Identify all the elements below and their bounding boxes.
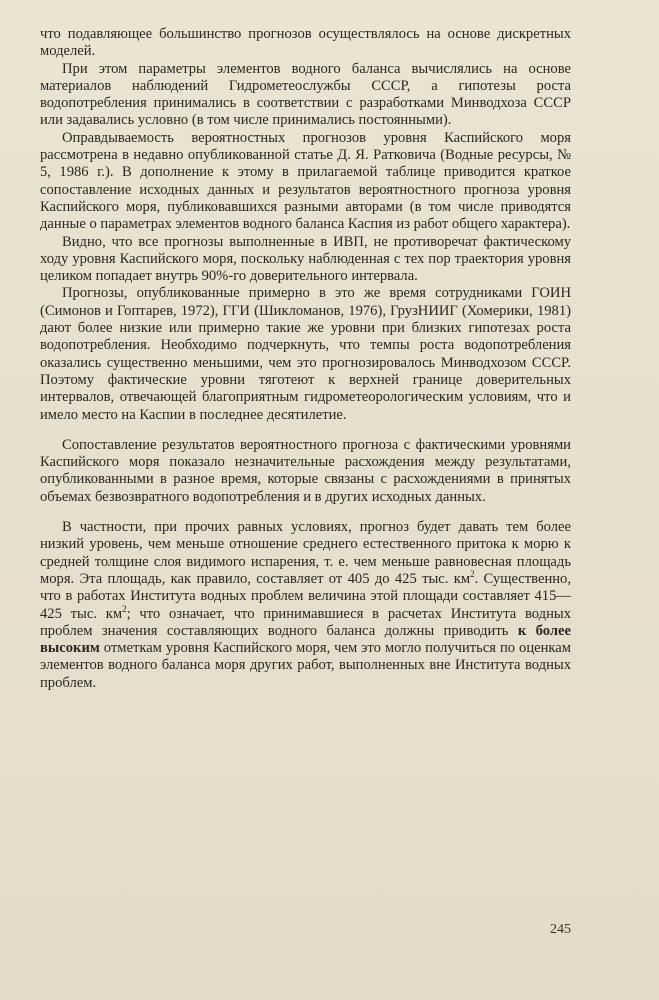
paragraph-3: Оправдываемость вероятностных прогнозов уровня Каспийского моря рассмотрена в недавно опубликованной статье Д. Я. Ратковича (Водные ресурсы, № 5, 1986 г.). В дополнение к этому в прилагаемой таблице приводится краткое сопоставление исходных данных и результатов вероятностного прогноза уровня Каспийского моря, публиковавшихся разными авторами (в том числе приводятся данные о параметрах элементов водного баланса Каспия из работ общего характера).	[40, 129, 571, 233]
paragraph-6: Сопоставление результатов вероятностного прогноза с фактическими уровнями Каспийского моря показало незначительные расхождения между результатами, опубликованными в разное время, которые связаны с расхождениями в принятых объемах безвозвратного водопотребления и в других исходных данных.	[40, 436, 571, 505]
paragraph-7-part-4: отметкам уровня Каспийского моря, чем это могло получиться по оценкам элементов водного баланса моря других работ, выполненных вне Института водных проблем.	[40, 640, 571, 691]
paragraph-7-part-3: ; что означает, что принимавшиеся в расчетах Института водных проблем значения составляющих водного баланса должны приводить	[40, 605, 571, 639]
superscript-2: 2	[470, 568, 475, 579]
paragraph-1: что подавляющее большинство прогнозов осуществлялось на основе дискретных моделей.	[40, 26, 571, 60]
paragraph-2: При этом параметры элементов водного баланса вычислялись на основе материалов наблюдений Гидрометеослужбы СССР, а гипотезы роста водопотребления принимались в соответствии с разработками Минводхоза СССР или задавались условно (в том числе принимались постоянными).	[40, 60, 571, 129]
paragraph-5: Прогнозы, опубликованные примерно в это же время сотрудниками ГОИН (Симонов и Гоптарев, 1972), ГГИ (Шикломанов, 1976), ГрузНИИГ (Хомерики, 1981) дают более низкие или примерно такие же уровни при близких гипотезах роста водопотребления. Необходимо подчеркнуть, что темпы роста водопотребления оказались существенно меньшими, чем это прогнозировалось Минводхозом СССР. Поэтому фактические уровни тяготеют к верхней границе доверительных интервалов, отвечающей благоприятным гидрометеорологическим условиям, что и имело место на Каспии в последнее десятилетие.	[40, 285, 571, 423]
paragraph-7	[40, 519, 571, 692]
paragraph-7-part-2: . Существенно, что в работах Института водных проблем величина этой площади составляет 415—425 тыс. км	[40, 570, 572, 622]
bold-emphasis: к более высоким	[40, 622, 571, 657]
superscript-2b: 2	[122, 603, 127, 614]
body-text	[40, 26, 571, 692]
page-number: 245	[550, 922, 571, 937]
paragraph-4: Видно, что все прогнозы выполненные в ИВП, не противоречат фактическому ходу уровня Каспийского моря, поскольку наблюденная с тех пор траектория уровня целиком попадает внутрь 90%-го доверительного интервала.	[40, 233, 571, 285]
paragraph-7-part-1: В частности, при прочих равных условиях, прогноз будет давать тем более низкий уровень, чем меньше отношение среднего естественного притока к морю к средней толщине слоя видимого испарения, т. е. чем меньше равновесная площадь моря. Эта площадь, как правило, составляет от 405 до 425 тыс. км	[40, 519, 571, 587]
